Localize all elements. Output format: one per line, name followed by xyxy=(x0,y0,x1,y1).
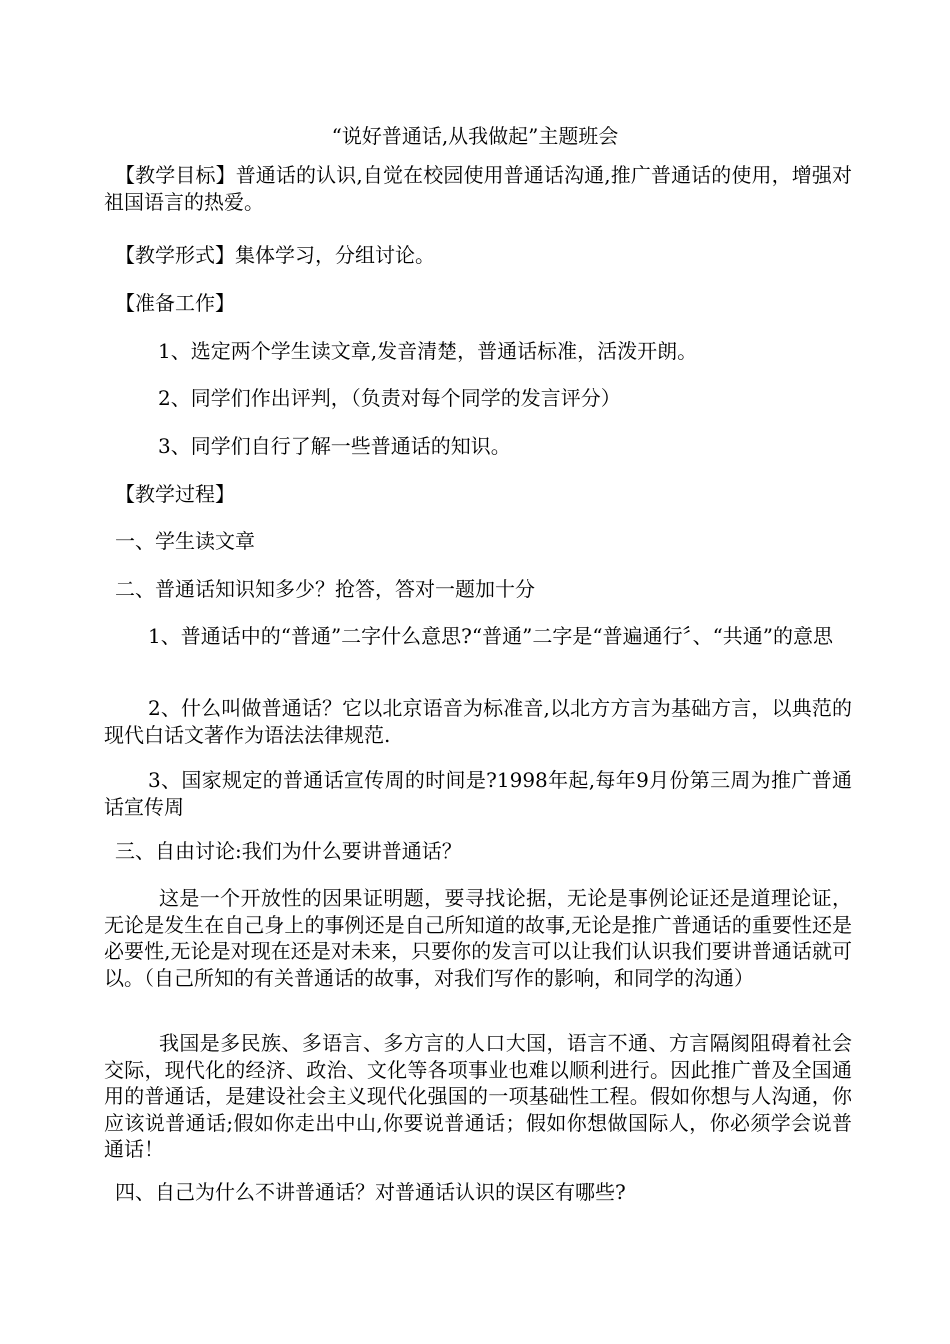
teaching-objective: 【教学目标】普通话的认识,自觉在校园使用普通话沟通,推广普通话的使用，增强对祖国语言的热爱。 xyxy=(104,163,852,214)
prep-item: 3、同学们自行了解一些普通话的知识。 xyxy=(158,434,511,458)
section-heading: 四、自己为什么不讲普通话？对普通话认识的误区有哪些? xyxy=(115,1180,626,1204)
discussion-paragraph: 这是一个开放性的因果证明题，要寻找论据，无论是事例论证还是道理论证，无论是发生在自己身上的事例还是自己所知道的故事,无论是推广普通话的重要性还是必要性,无论是对现在还是对未来，只要你的发言可以让我们认识我们要讲普通话就可以。（自己所知的有关普通话的故事，对我们写作的影响，和同学的沟通） xyxy=(104,886,852,990)
section-heading: 二、普通话知识知多少？抢答，答对一题加十分 xyxy=(115,577,535,601)
section-heading: 一、学生读文章 xyxy=(115,529,255,553)
document-title: “说好普通话,从我做起”主题班会 xyxy=(331,124,619,148)
section-heading: 三、自由讨论:我们为什么要讲普通话？ xyxy=(115,839,462,863)
process-heading: 【教学过程】 xyxy=(115,482,235,506)
teaching-form: 【教学形式】集体学习，分组讨论。 xyxy=(115,243,435,267)
qa-item: 2、什么叫做普通话？它以北京语音为标准音,以北方方言为基础方言，以典范的现代白话文著作为语法法律规范. xyxy=(104,696,852,747)
qa-item: 1、普通话中的“普通”二字什么意思?“普通”二字是“普遍通行〞、“共通”的意思 xyxy=(148,624,834,648)
qa-item: 3、国家规定的普通话宣传周的时间是?1998年起,每年9月份第三周为推广普通话宣传周 xyxy=(104,768,852,819)
discussion-paragraph: 我国是多民族、多语言、多方言的人口大国，语言不通、方言隔阂阻碍着社会交际，现代化的经济、政治、文化等各项事业也难以顺利进行。因此推广普及全国通用的普通话，是建设社会主义现代化强国的一项基础性工程。假如你想与人沟通，你应该说普通话;假如你走出中山,你要说普通话；假如你想做国际人，你必须学会说普通话！ xyxy=(104,1031,852,1161)
prep-item: 1、选定两个学生读文章,发音清楚，普通话标准，活泼开朗。 xyxy=(158,339,698,363)
prep-heading: 【准备工作】 xyxy=(115,291,235,315)
prep-item: 2、同学们作出评判，（负责对每个同学的发言评分） xyxy=(158,386,621,410)
